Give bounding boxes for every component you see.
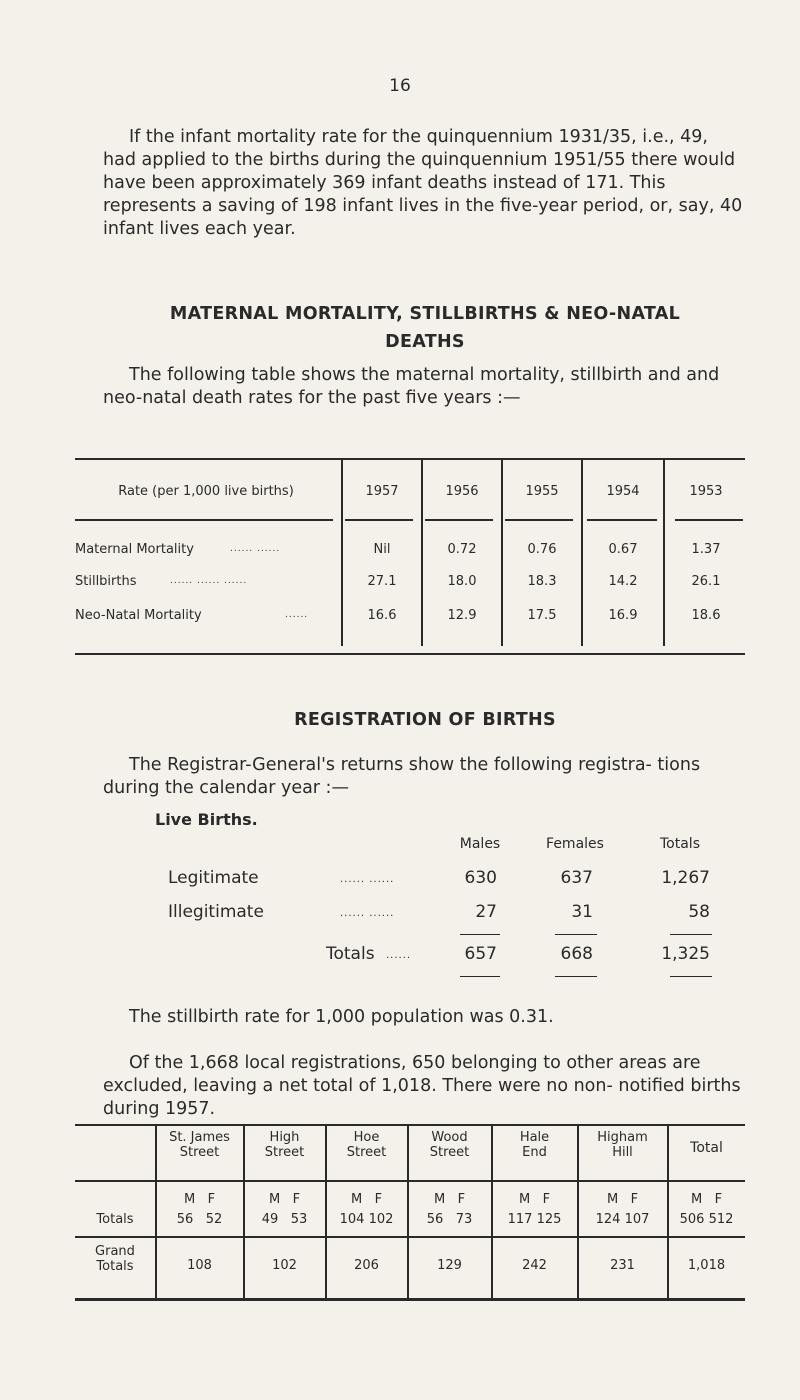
leader-dots: ...... ......: [340, 874, 395, 885]
grand-total-value: 129: [437, 1258, 462, 1273]
district-mf-values: 104 102: [339, 1212, 394, 1227]
district-table: [75, 1124, 745, 1304]
table-row: [75, 574, 337, 589]
mf-labels: M F: [518, 1192, 551, 1207]
rates-vline: [501, 458, 503, 646]
year-header: 1955: [525, 484, 559, 499]
registration-heading: REGISTRATION OF BIRTHS: [294, 710, 556, 730]
mf-labels: M F: [268, 1192, 301, 1207]
district-header: St. James Street: [169, 1130, 230, 1160]
mf-labels: M F: [690, 1192, 723, 1207]
row-label: Neo-Natal Mortality: [75, 608, 202, 623]
maternal-heading-line1: MATERNAL MORTALITY, STILLBIRTHS & NEO-NATAL: [169, 304, 681, 324]
grand-rule: [75, 1236, 745, 1238]
grand-total-value: 102: [272, 1258, 297, 1273]
district-header: High Street: [264, 1130, 305, 1160]
row-label-legitimate: Legitimate: [168, 868, 259, 888]
leader-dots: ...... ...... ......: [170, 576, 248, 586]
grand-total-value: 108: [187, 1258, 212, 1273]
maternal-heading-line2: DEATHS: [385, 332, 465, 352]
district-mf-values: 117 125: [507, 1212, 562, 1227]
header-rule: [75, 519, 333, 521]
live-births-label: Live Births.: [155, 810, 258, 829]
illegitimate-males: 27: [475, 902, 497, 922]
rate-value: 16.9: [608, 608, 638, 623]
legitimate-females: 637: [560, 868, 593, 888]
mf-labels: M F: [350, 1192, 383, 1207]
stillbirth-note: The stillbirth rate for 1,000 population was 0.31.: [129, 1007, 554, 1027]
leader-dots: ......: [386, 950, 412, 961]
district-header: Higham Hill: [597, 1130, 648, 1160]
illegitimate-females: 31: [571, 902, 593, 922]
row-label-illegitimate: Illegitimate: [168, 902, 264, 922]
grand-total-value: 206: [354, 1258, 379, 1273]
year-header: 1956: [445, 484, 479, 499]
district-header: Wood Street: [429, 1130, 470, 1160]
legitimate-totals: 1,267: [661, 868, 710, 888]
rate-value: 27.1: [367, 574, 397, 589]
live-births-table: [130, 836, 750, 1021]
header-rule: [425, 519, 493, 521]
year-header: 1957: [365, 484, 399, 499]
sum-rule: [460, 976, 500, 977]
page-number: 16: [389, 76, 411, 96]
rates-vline: [341, 458, 343, 646]
col-header-males: Males: [459, 836, 501, 852]
district-mf-values: 506 512: [679, 1212, 734, 1227]
grand-totals-label: Grand Totals: [95, 1244, 135, 1274]
sum-rule: [670, 976, 712, 977]
rate-value: 12.9: [447, 608, 477, 623]
rate-value: 16.6: [367, 608, 397, 623]
row-label: Stillbirths: [75, 574, 137, 589]
registration-intro: The Registrar-General's returns show the following registra- tions during the calendar year :—: [103, 755, 701, 798]
district-top-rule: [75, 1124, 745, 1126]
rate-value: 14.2: [608, 574, 638, 589]
district-header-rule: [75, 1180, 745, 1182]
rates-row-header: Rate (per 1,000 live births): [118, 484, 294, 499]
grand-total-value: 231: [610, 1258, 635, 1273]
district-bottom-rule: [75, 1298, 745, 1301]
local-registrations-paragraph: Of the 1,668 local registrations, 650 belonging to other areas are excluded, leaving a net total of 1,018. There were no non- notified births during 1957.: [103, 1053, 741, 1119]
totals-row-label: Totals: [96, 1212, 134, 1227]
legitimate-males: 630: [464, 868, 497, 888]
illegitimate-totals: 58: [688, 902, 710, 922]
header-rule: [675, 519, 743, 521]
rate-value: 18.6: [691, 608, 721, 623]
district-mf-values: 56 52: [176, 1212, 223, 1227]
maternal-heading: [100, 300, 750, 356]
header-rule: [587, 519, 657, 521]
rate-value: 17.5: [527, 608, 557, 623]
table1-bottom-rule: [75, 653, 745, 655]
intro-paragraph: If the infant mortality rate for the quinquennium 1931/35, i.e., 49, had applied to the births during the quinquennium 1951/55 there would have been approximately 369 infant deaths instead of 171. This represents a saving of 198 infant lives in the five-year period, or, say, 40 infant lives each year.: [103, 127, 743, 239]
rate-value: Nil: [373, 542, 391, 557]
sum-rule: [555, 934, 597, 935]
district-header: Hoe Street: [346, 1130, 387, 1160]
rates-table: [75, 458, 745, 678]
year-header: 1954: [606, 484, 640, 499]
district-header: Hale End: [519, 1130, 550, 1160]
maternal-intro: The following table shows the maternal mortality, stillbirth and and neo-natal death rates for the past five years :—: [103, 365, 720, 408]
mf-labels: M F: [183, 1192, 216, 1207]
leader-dots: ...... ......: [230, 544, 281, 554]
totals-females: 668: [560, 944, 593, 964]
sum-rule: [460, 934, 500, 935]
leader-dots: ......: [285, 610, 309, 620]
district-header-total: Total: [690, 1140, 723, 1156]
rate-value: 0.76: [527, 542, 557, 557]
totals-males: 657: [464, 944, 497, 964]
rate-value: 18.0: [447, 574, 477, 589]
rate-value: 18.3: [527, 574, 557, 589]
col-header-females: Females: [546, 836, 604, 852]
district-mf-values: 49 53: [261, 1212, 308, 1227]
leader-dots: ...... ......: [340, 908, 395, 919]
rates-vline: [663, 458, 665, 646]
mf-labels: M F: [433, 1192, 466, 1207]
header-rule: [505, 519, 573, 521]
year-header: 1953: [689, 484, 723, 499]
rate-value: 0.72: [447, 542, 477, 557]
rates-vline: [421, 458, 423, 646]
district-mf-values: 56 73: [426, 1212, 473, 1227]
rate-value: 1.37: [691, 542, 721, 557]
rates-vline: [581, 458, 583, 646]
totals-totals: 1,325: [661, 944, 710, 964]
col-header-totals: Totals: [660, 836, 700, 852]
row-label: Maternal Mortality: [75, 542, 194, 557]
mf-labels: M F: [606, 1192, 639, 1207]
rate-value: 0.67: [608, 542, 638, 557]
table-row: [75, 608, 337, 623]
sum-rule: [555, 976, 597, 977]
district-mf-values: 124 107: [595, 1212, 650, 1227]
sum-rule: [670, 934, 712, 935]
header-rule: [345, 519, 413, 521]
grand-total-value: 1,018: [687, 1258, 726, 1273]
rate-value: 26.1: [691, 574, 721, 589]
grand-total-value: 242: [522, 1258, 547, 1273]
table-row: [75, 542, 337, 557]
totals-label: Totals: [326, 944, 375, 964]
